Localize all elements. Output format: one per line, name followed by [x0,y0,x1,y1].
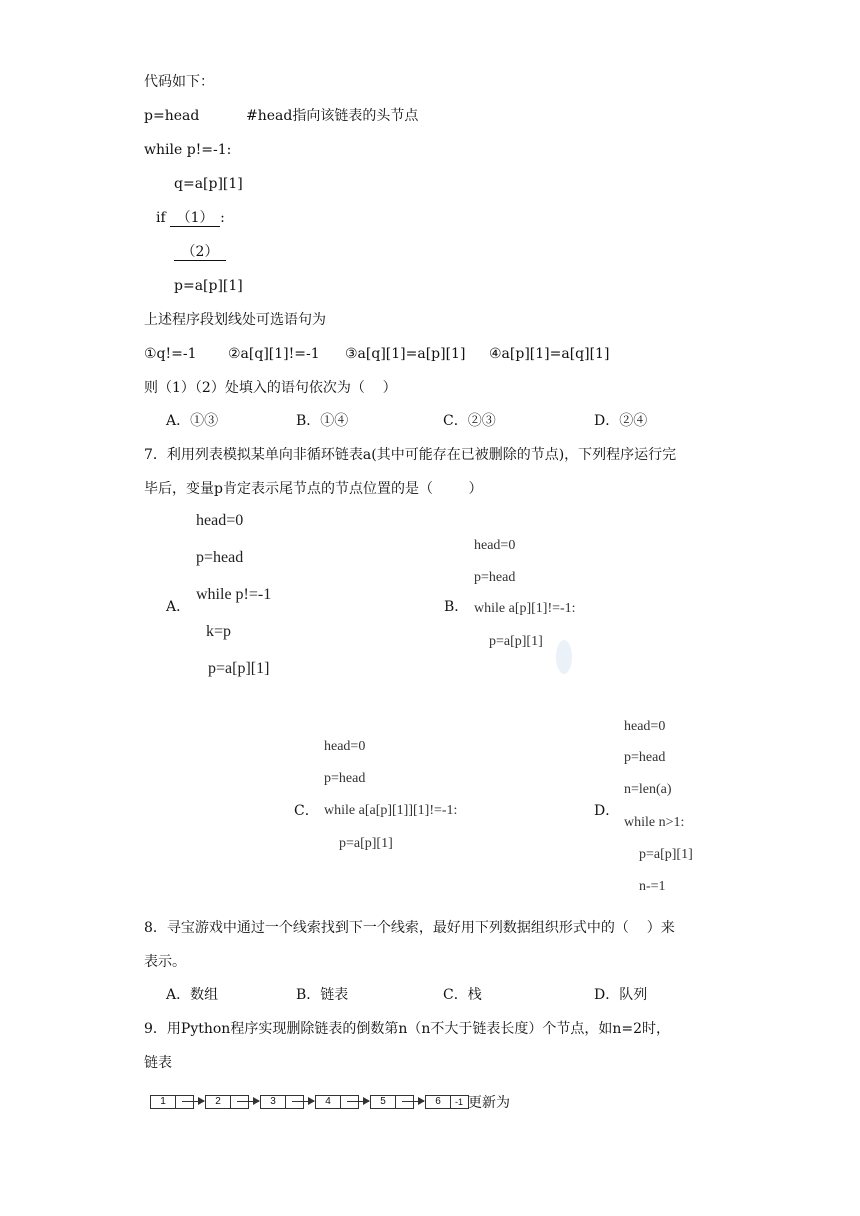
list-node [260,1095,304,1109]
code-line-2: while p!=-1: [144,142,232,158]
node-next [231,1096,247,1108]
q7-line-2: 毕后，变量p肯定表示尾节点的节点位置的是（ ） [144,481,483,497]
q7b-line-1: head=0 [474,538,516,553]
q7a-line-5: p=a[p][1] [208,660,270,677]
q7c-line-1: head=0 [324,739,366,754]
blank-2: （2） [174,244,226,261]
node-next [341,1096,357,1108]
list-node [370,1095,414,1109]
linked-list-diagram [150,1095,470,1109]
q9-line-1: 9．用Python程序实现删除链表的倒数第n（n不大于链表长度）个节点，如n=2时， [144,1021,671,1037]
q6-prompt: 则（1）（2）处填入的语句依次为（ ） [144,380,397,396]
q8-option-b: B．链表 [296,987,349,1003]
node-next [396,1096,412,1108]
node-value: 1 [160,1096,166,1107]
q7d-line-6: n-=1 [639,879,666,894]
q8-option-a: A．数组 [166,987,219,1003]
next-arrow-icon [292,1101,314,1102]
q8-line-1: 8．寻宝游戏中通过一个线索找到下一个线索，最好用下列数据组织形式中的（ ）来 [144,920,675,936]
q7a-line-2: p=head [196,549,244,566]
q7-option-a-code [196,512,316,682]
options-intro: 上述程序段划线处可选语句为 [144,312,326,328]
q7-option-c-label: C． [294,803,319,819]
choice-3: ③a[q][1]=a[p][1] [345,346,466,362]
list-node [205,1095,249,1109]
q6-option-d: D．②④ [594,413,648,429]
node-value: 2 [215,1096,221,1107]
q7-option-a-label: A． [166,599,191,615]
q6-option-a: A．①③ [166,413,219,429]
node-value: 3 [270,1096,276,1107]
q8-option-c: C．栈 [443,987,482,1003]
node-value: 5 [380,1096,386,1107]
node-value: 4 [325,1096,331,1107]
q9-line-2: 链表 [144,1055,172,1071]
choice-2: ②a[q][1]!=-1 [228,346,320,362]
next-arrow-icon [182,1101,204,1102]
choice-1: ①q!=-1 [144,346,197,362]
q7-line-1: 7．利用列表模拟某单向非循环链表a(其中可能存在已被删除的节点)，下列程序运行完 [144,447,677,463]
next-arrow-icon [237,1101,259,1102]
q6-option-b: B．①④ [296,413,349,429]
q7d-line-5: p=a[p][1] [639,847,693,862]
scan-smudge [556,640,572,674]
next-arrow-icon [402,1101,424,1102]
choice-4: ④a[p][1]=a[q][1] [489,346,610,362]
node-next: -1 [454,1097,463,1107]
q7-option-c-code [324,739,494,859]
q7b-line-3: while a[p][1]!=-1: [474,601,576,616]
q7-option-d-label: D． [594,803,620,819]
q7-option-b-code [474,538,614,668]
q8-option-d: D．队列 [594,987,648,1003]
list-node [425,1095,469,1109]
node-next [176,1096,192,1108]
q7-option-b-label: B． [444,599,469,615]
next-arrow-icon [347,1101,369,1102]
q7d-line-2: p=head [624,750,666,765]
node-value: 6 [435,1096,441,1107]
q7-option-d-code [624,719,734,899]
code-line-1 [144,107,199,125]
code-line-4 [156,209,225,227]
code-if: if [156,210,171,226]
code-line-5 [174,243,226,261]
q7d-line-4: while n>1: [624,815,685,830]
code-line-3: q=a[p][1] [174,176,243,192]
node-next [286,1096,302,1108]
q9-after: 更新为 [468,1095,510,1111]
q7c-line-4: p=a[p][1] [339,836,393,851]
q7d-line-3: n=len(a) [624,782,672,797]
q7a-line-3: while p!=-1 [196,586,272,603]
list-node [315,1095,359,1109]
q8-line-2: 表示。 [144,954,186,970]
q7d-line-1: head=0 [624,719,666,734]
q7c-line-2: p=head [324,771,366,786]
q7b-line-4: p=a[p][1] [489,634,543,649]
q7c-line-3: while a[a[p][1]][1]!=-1: [324,803,458,818]
code-colon: : [220,210,225,226]
code-p-head: p=head [144,108,200,124]
intro-text: 代码如下： [144,74,214,90]
q6-option-c: C．②③ [443,413,496,429]
q7a-line-1: head=0 [196,512,244,529]
code-line-6: p=a[p][1] [174,278,243,294]
list-node [150,1095,194,1109]
q7b-line-2: p=head [474,570,516,585]
q7a-line-4: k=p [206,623,232,640]
blank-1: （1） [170,210,220,227]
code-comment: #head指向该链表的头节点 [246,108,419,124]
